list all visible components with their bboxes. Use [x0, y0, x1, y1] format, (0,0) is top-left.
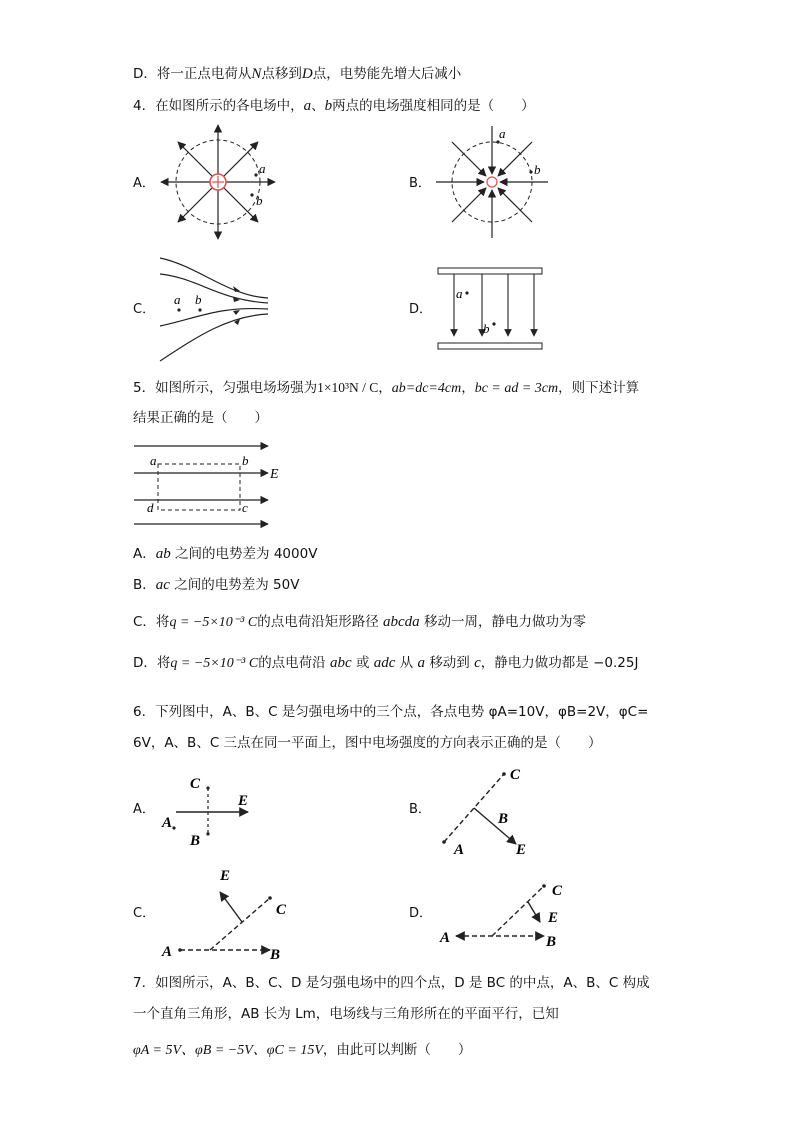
ab-dc-length: ab=dc=4cm	[391, 381, 462, 396]
symbol-n: N	[251, 66, 262, 82]
point-a-label: a	[456, 286, 463, 301]
field-e-label: E	[270, 467, 279, 482]
potentials: φA = 5V、φB = −5V、φC = 15V	[133, 1043, 323, 1058]
text-fragment: ，	[461, 380, 475, 396]
q6-option-d-label: D．	[409, 906, 433, 921]
text-fragment: 5．如图所示，匀强电场场强为	[133, 380, 318, 396]
text-fragment: D．将	[133, 655, 171, 671]
text-fragment: 从	[399, 655, 414, 671]
q4-figure-b-negative-charge	[436, 124, 556, 244]
text-fragment: 4．在如图所示的各电场中，	[133, 98, 304, 114]
question-6-stem-line2: 6V，A、B、C 三点在同一平面上，图中电场强度的方向表示正确的是（ ）	[133, 735, 602, 751]
text-fragment: A．	[133, 546, 156, 562]
symbol-ac: ac	[155, 577, 170, 593]
point-c-label: C	[276, 902, 287, 918]
path-abc: abc	[329, 655, 352, 671]
symbol-ab: ab	[155, 546, 171, 562]
text-fragment: D．将一正点电荷从	[133, 66, 252, 82]
question-5-stem-line2: 结果正确的是（ ）	[133, 410, 268, 426]
text-fragment: 之间的电势差为 50V	[174, 577, 300, 593]
field-e-label: E	[238, 793, 249, 809]
question-7-stem-line2: 一个直角三角形，AB 长为 Lm，电场线与三角形所在的平面平行，已知	[133, 1006, 559, 1022]
point-a-label: A	[440, 930, 451, 946]
prev-question-option-d	[133, 64, 461, 84]
q6-figure-d	[436, 872, 576, 957]
question-7-stem-line1: 7．如图所示，A、B、C、D 是匀强电场中的四个点，D 是 BC 的中点，A、B、C 构成	[133, 975, 650, 991]
q5-option-b	[133, 575, 299, 595]
point-b-label: b	[242, 453, 249, 468]
symbol-b: b	[324, 98, 333, 114]
point-a-label: a	[259, 161, 266, 176]
point-a-label: A	[454, 842, 465, 858]
q4-figure-a-positive-charge	[160, 122, 280, 242]
path-adc: adc	[373, 655, 396, 671]
point-b-label: B	[498, 811, 509, 827]
q5-figure-uniform-field-rectangle	[132, 440, 282, 530]
q4-figure-c-nonuniform-field	[158, 256, 278, 366]
text-fragment: 点移到	[261, 66, 302, 82]
point-b-label: B	[270, 947, 281, 963]
text-fragment: 移动到	[429, 655, 470, 671]
point-d-label: d	[147, 500, 154, 515]
point-a: a	[417, 655, 426, 671]
q4-option-c-label: C．	[133, 302, 156, 317]
q5-option-d	[133, 653, 638, 674]
text-fragment: 点，电势能先增大后减小	[312, 66, 462, 82]
point-b-label: b	[534, 162, 541, 177]
point-a-label: a	[150, 453, 157, 468]
point-b-label: B	[546, 934, 557, 950]
text-fragment: B．	[133, 577, 156, 593]
point-b-label: b	[256, 193, 263, 208]
text-fragment: ，静电力做功都是 −0.25J	[480, 655, 639, 671]
point-b-label: B	[190, 833, 201, 849]
text-fragment: C．将	[133, 614, 170, 630]
charge-value: q = −5×10⁻³ C	[170, 656, 259, 671]
field-e-label: E	[516, 842, 527, 858]
text-fragment: ，	[378, 380, 392, 396]
point-b-label: b	[483, 321, 490, 336]
q6-figure-b	[436, 762, 536, 862]
charge-value: q = −5×10⁻³ C	[169, 615, 258, 630]
point-a-label: a	[174, 292, 181, 307]
q6-figure-a	[160, 772, 260, 852]
bc-ad-length: bc = ad = 3cm	[474, 381, 559, 396]
question-6-stem-line1: 6．下列图中，A、B、C 是匀强电场中的三个点，各点电势 φA=10V，φB=2V，φC=	[133, 704, 649, 720]
point-a-label: A	[162, 815, 173, 831]
field-strength-value: 1×10³N / C	[317, 380, 379, 395]
text-fragment: 两点的电场强度相同的是（ ）	[332, 98, 535, 114]
point-a-label: A	[162, 944, 173, 960]
point-c-label: C	[190, 776, 201, 792]
q4-option-a-label: A．	[133, 176, 155, 191]
text-fragment: ，由此可以判断（ ）	[322, 1042, 472, 1058]
point-b-label: b	[195, 292, 202, 307]
point-c-label: c	[242, 500, 248, 515]
q4-option-d-label: D．	[409, 302, 433, 317]
q6-option-a-label: A．	[133, 802, 155, 817]
text-fragment: ，则下述计算	[558, 380, 640, 396]
q4-figure-d-parallel-plates	[436, 266, 546, 356]
question-5-stem-line1	[133, 378, 639, 399]
q6-option-b-label: B．	[409, 802, 431, 817]
q5-option-c	[133, 612, 586, 633]
symbol-a: a	[303, 98, 312, 114]
text-fragment: 或	[355, 655, 370, 671]
q5-option-a	[133, 544, 317, 564]
q4-option-b-label: B．	[409, 176, 431, 191]
text-fragment: 的点电荷沿矩形路径	[257, 614, 379, 630]
path-abcda: abcda	[383, 614, 420, 630]
point-c-label: C	[552, 883, 563, 899]
point-a-label: a	[499, 126, 506, 141]
point-c-label: C	[510, 767, 521, 783]
text-fragment: 之间的电势差为 4000V	[175, 546, 318, 562]
field-e-label: E	[220, 868, 231, 884]
question-4-stem	[133, 96, 535, 116]
q6-option-c-label: C．	[133, 906, 156, 921]
text-fragment: 的点电荷沿	[258, 655, 326, 671]
symbol-d: D	[301, 66, 313, 82]
point-c: c	[474, 655, 481, 671]
text-fragment: 移动一周，静电力做功为零	[423, 614, 586, 630]
text-fragment: 、	[311, 98, 325, 114]
q6-figure-c	[160, 864, 300, 964]
field-e-label: E	[548, 910, 559, 926]
question-7-stem-line3	[133, 1040, 471, 1061]
